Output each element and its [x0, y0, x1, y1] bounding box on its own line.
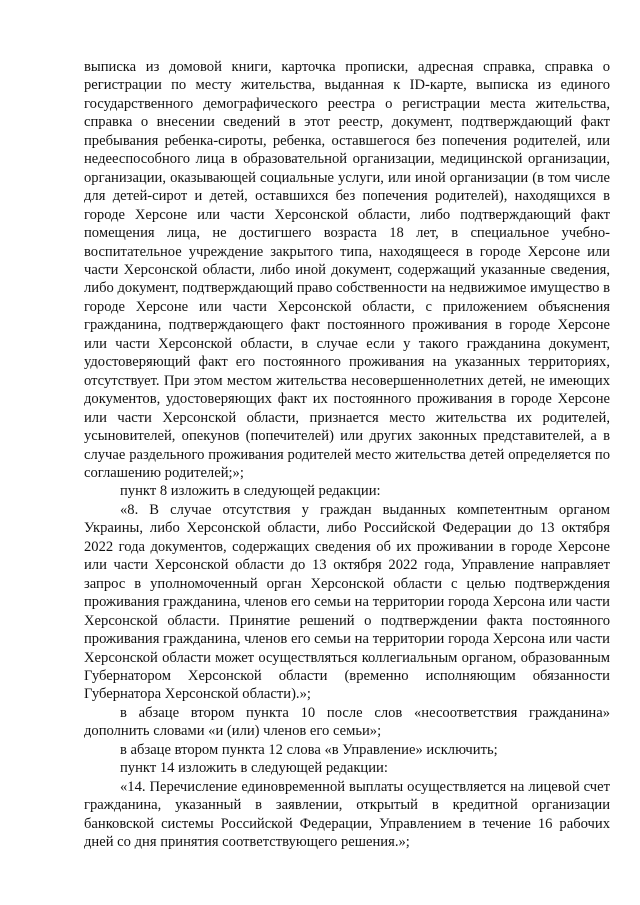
- paragraph-item-12-change: в абзаце втором пункта 12 слова «в Управление» исключить;: [120, 741, 498, 758]
- document-page: [84, 58, 610, 851]
- paragraph-item-10-change: в абзаце втором пункта 10 после слов «несоответствия гражданина» дополнить словами «и (или) членов его семьи»;: [84, 704, 610, 740]
- paragraph-item-14-intro: пункт 14 изложить в следующей редакции:: [120, 760, 388, 777]
- paragraph-item-8-text: «8. В случае отсутствия у граждан выданных компетентным органом Украины, либо Херсонской области, либо Российской Федерации до 13 октября 2022 года документов, содержащих сведения об их проживании в городе Херсоне или части Херсонской области до 13 октября 2022 года, Управление направляет запрос в уполномоченный орган Херсонской области с целью подтверждения проживания гражданина, членов его семьи на территории города Херсона или части Херсонской области. Принятие решений о подтверждении факта постоянного проживания гражданина, членов его семьи на территории города Херсона или части Херсонской области может осуществляться коллегиальным органом, образованным Губернатором Херсонской области (временно исполняющим обязанности Губернатора Херсонской области).»;: [84, 501, 610, 703]
- paragraph-continuation: выписка из домовой книги, карточка прописки, адресная справка, справка о регистрации по месту жительства, выданная к ID-карте, выписка из единого государственного демографического реестра о регистрации места жительства, справка о внесении сведений в этот реестр, документ, подтверждающий факт пребывания ребенка-сироты, ребенка, оставшегося без попечения родителей, или недееспособного лица в образовательной организации, медицинской организации, организации, оказывающей социальные услуги, или иной организации (в том числе для детей-сирот и детей, оставшихся без попечения родителей), находящихся в городе Херсоне или части Херсонской области, либо подтверждающий факт помещения лица, не достигшего возраста 18 лет, в специальное учебно-воспитательное учреждение закрытого типа, находящееся в городе Херсоне или части Херсонской области, либо иной документ, содержащий указанные сведения, либо документ, подтверждающий право собственности на недвижимое имущество в городе Херсоне или части Херсонской области, с приложением объяснения гражданина, подтверждающего факт постоянного проживания в городе Херсоне или части Херсонской области, в случае если у такого гражданина документ, удостоверяющий факт его постоянного проживания на указанных территориях, отсутствует. При этом местом жительства несовершеннолетних детей, не имеющих документов, удостоверяющих факт их постоянного проживания в городе Херсоне или части Херсонской области, признается место жительства их родителей, усыновителей, опекунов (попечителей) или других законных представителей, а в случае раздельного проживания родителей место жительства детей определяется по соглашению родителей;»;: [84, 59, 610, 481]
- paragraph-item-14-text: «14. Перечисление единовременной выплаты осуществляется на лицевой счет гражданина, указанный в заявлении, открытый в кредитной организации банковской системы Российской Федерации, Управлением в течение 16 рабочих дней со дня принятия соответствующего решения.»;: [84, 778, 610, 851]
- paragraph-item-8-intro: пункт 8 изложить в следующей редакции:: [120, 483, 381, 500]
